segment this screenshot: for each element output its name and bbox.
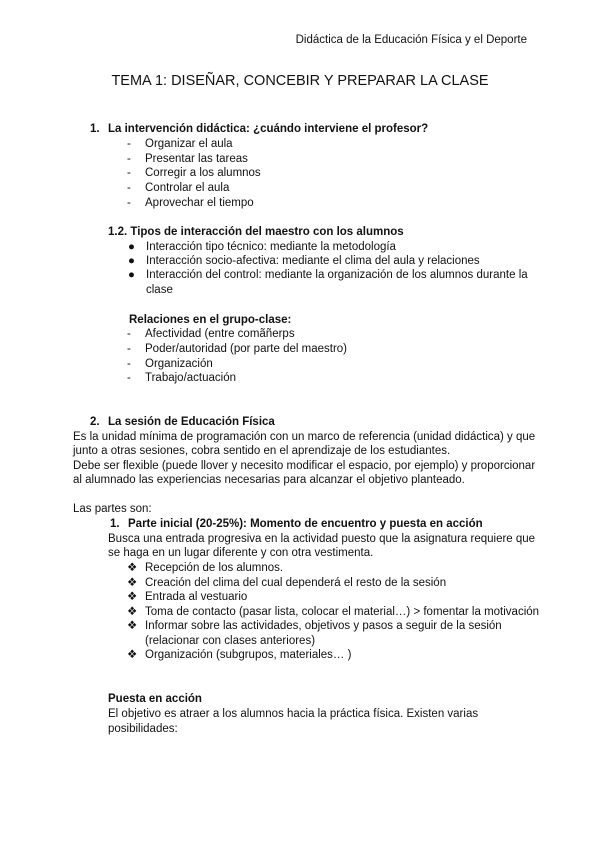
paragraph-line: Es la unidad mínima de programación con un marco de referencia (unidad didáctica) y que	[73, 431, 536, 443]
paragraph-line: posibilidades:	[108, 723, 178, 735]
paragraph-line: se haga en un lugar diferente y con otra vestimenta.	[108, 547, 374, 559]
list-item-text: Toma de contacto (pasar lista, colocar el material…) > fomentar la motivación	[145, 606, 540, 618]
list-item	[127, 590, 247, 605]
list-item-text: Trabajo/actuación	[145, 372, 236, 384]
page-title: TEMA 1: DISEÑAR, CONCEBIR Y PREPARAR LA CLASE	[111, 73, 489, 89]
dash-marker: -	[127, 343, 131, 355]
list-item	[127, 152, 248, 167]
section-title: Parte inicial (20-25%): Momento de encuentro y puesta en acción	[128, 518, 483, 530]
bullet-icon: ●	[128, 255, 135, 267]
list-item-text: Organización	[145, 358, 213, 370]
paragraph-line: Busca una entrada progresiva en la actividad puesto que la asignatura requiere que	[108, 533, 536, 545]
diamond-bullet-icon: ❖	[127, 562, 138, 574]
list-item	[127, 181, 229, 196]
diamond-bullet-icon: ❖	[127, 649, 138, 661]
diamond-bullet-icon: ❖	[127, 591, 138, 603]
list-item	[127, 327, 295, 342]
list-item-text: Interacción del control: mediante la organización de los alumnos durante la	[146, 269, 528, 281]
subsection-1-2-heading: 1.2. Tipos de interacción del maestro con los alumnos	[108, 226, 404, 238]
list-item-text: Presentar las tareas	[145, 153, 248, 165]
puesta-heading: Puesta en acción	[108, 693, 202, 705]
section-1-heading	[90, 122, 428, 137]
list-item-text: Organización (subgrupos, materiales… )	[145, 649, 352, 661]
list-item	[127, 357, 213, 372]
list-item-text: Controlar el aula	[145, 182, 230, 194]
dash-marker: -	[127, 153, 131, 165]
paragraph-line: Debe ser flexible (puede llover y necesito modificar el espacio, por ejemplo) y proporcionar	[73, 460, 536, 472]
list-item	[127, 342, 347, 357]
list-item-text: Organizar el aula	[145, 138, 233, 150]
list-item	[127, 371, 236, 386]
dash-marker: -	[127, 197, 131, 209]
list-item	[128, 254, 480, 269]
list-item-text: Interacción socio-afectiva: mediante el clima del aula y relaciones	[146, 255, 480, 267]
list-item	[127, 137, 233, 152]
section-title: La sesión de Educación Física	[108, 416, 275, 428]
partes-label: Las partes son:	[73, 503, 152, 515]
list-item	[127, 561, 283, 576]
dash-marker: -	[127, 182, 131, 194]
list-item	[128, 240, 396, 255]
list-item-text: Interacción tipo técnico: mediante la metodología	[146, 241, 396, 253]
list-item-text: Afectividad (entre comãñerps	[145, 328, 295, 340]
dash-marker: -	[127, 328, 131, 340]
section-2-heading	[90, 415, 275, 430]
list-item-text: Informar sobre las actividades, objetivos y pasos a seguir de la sesión	[145, 620, 502, 632]
list-item	[127, 196, 254, 211]
section-number: 1.	[90, 123, 100, 135]
list-item	[127, 576, 446, 591]
parte-inicial-heading	[110, 517, 483, 532]
bullet-icon: ●	[128, 241, 135, 253]
dash-marker: -	[127, 167, 131, 179]
dash-marker: -	[127, 138, 131, 150]
list-item-continuation: (relacionar con clases anteriores)	[145, 635, 316, 647]
list-item	[127, 648, 351, 663]
list-item	[127, 619, 502, 634]
bullet-icon: ●	[128, 269, 135, 281]
diamond-bullet-icon: ❖	[127, 620, 138, 632]
section-number: 1.	[110, 518, 120, 530]
document-header: Didáctica de la Educación Física y el Deporte	[295, 34, 527, 46]
list-item-text: Recepción de los alumnos.	[145, 562, 284, 574]
list-item-text: Corregir a los alumnos	[145, 167, 261, 179]
list-item	[127, 605, 539, 620]
list-item-text: Entrada al vestuario	[145, 591, 248, 603]
dash-marker: -	[127, 372, 131, 384]
paragraph-line: al alumnado las experiencias necesarias para alcanzar el objetivo planteado.	[73, 474, 465, 486]
diamond-bullet-icon: ❖	[127, 606, 138, 618]
list-item-text: Creación del clima del cual dependerá el resto de la sesión	[145, 577, 447, 589]
section-number: 2.	[90, 416, 100, 428]
list-item	[127, 166, 261, 181]
list-item-text: Aprovechar el tiempo	[145, 197, 254, 209]
list-item-text: Poder/autoridad (por parte del maestro)	[145, 343, 347, 355]
list-item	[128, 268, 528, 283]
dash-marker: -	[127, 358, 131, 370]
paragraph-line: El objetivo es atraer a los alumnos hacia la práctica física. Existen varias	[108, 708, 479, 720]
paragraph-line: junto a otras sesiones, cobra sentido en el aprendizaje de los estudiantes.	[73, 445, 451, 457]
section-title: La intervención didáctica: ¿cuándo interviene el profesor?	[108, 123, 429, 135]
list-item-continuation: clase	[146, 284, 173, 296]
diamond-bullet-icon: ❖	[127, 577, 138, 589]
relaciones-heading: Relaciones en el grupo-clase:	[129, 314, 292, 326]
